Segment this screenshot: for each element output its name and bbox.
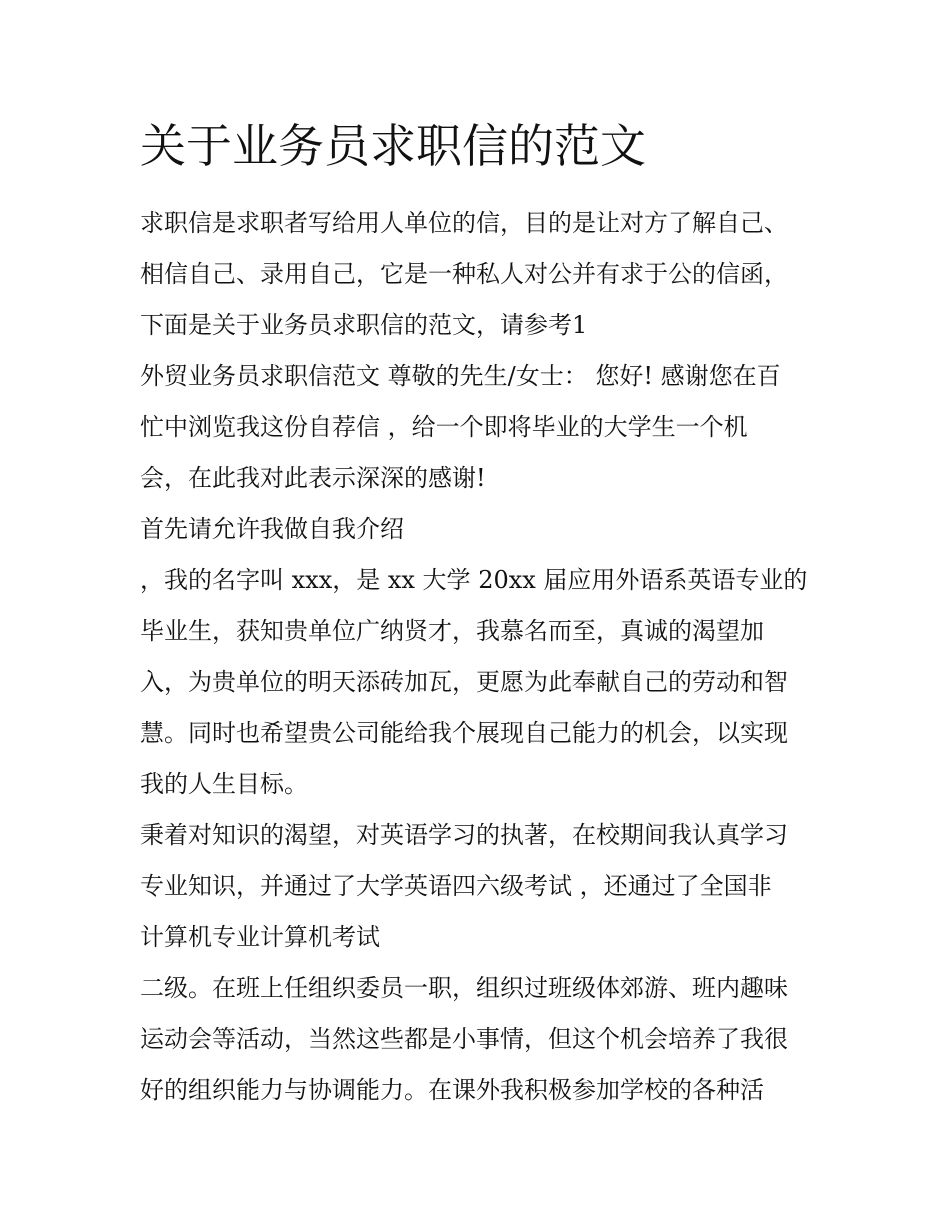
paragraph-line: 计算机专业计算机考试 [140, 923, 380, 951]
paragraph-line: 我的人生目标。 [140, 770, 308, 798]
paragraph-line: 专业知识，并通过了大学英语四六级考试 ，还通过了全国非 [140, 872, 772, 900]
paragraph-line: 外贸业务员求职信范文 尊敬的先生/女士： 您好! 感谢您在百 [140, 362, 781, 390]
paragraph-line: 秉着对知识的渴望，对英语学习的执著，在校期间我认真学习 [140, 821, 788, 849]
paragraph-line: 首先请允许我做自我介绍 [140, 515, 404, 543]
paragraph-line: 求职信是求职者写给用人单位的信，目的是让对方了解自己、 [140, 209, 788, 237]
paragraph-line: 入，为贵单位的明天添砖加瓦，更愿为此奉献自己的劳动和智 [140, 668, 788, 696]
document-title: 关于业务员求职信的范文 [140, 119, 646, 173]
paragraph-line: ，我的名字叫 xxx，是 xx 大学 20xx 届应用外语系英语专业的 [140, 566, 808, 594]
paragraph-line: 下面是关于业务员求职信的范文，请参考1 [140, 311, 588, 339]
paragraph-line: 慧。同时也希望贵公司能给我个展现自己能力的机会，以实现 [140, 719, 788, 747]
paragraph-line: 忙中浏览我这份自荐信 ，给一个即将毕业的大学生一个机 [140, 413, 748, 441]
paragraph-line: 相信自己、录用自己，它是一种私人对公并有求于公的信函， [140, 260, 788, 288]
paragraph-line: 好的组织能力与协调能力。在课外我积极参加学校的各种活 [140, 1076, 764, 1104]
paragraph-line: 毕业生，获知贵单位广纳贤才，我慕名而至，真诚的渴望加 [140, 617, 764, 645]
document-body [140, 198, 820, 1116]
paragraph-line: 二级。在班上任组织委员一职，组织过班级体郊游、班内趣味 [140, 974, 788, 1002]
paragraph-line: 会，在此我对此表示深深的感谢! [140, 464, 486, 492]
paragraph-line: 运动会等活动，当然这些都是小事情，但这个机会培养了我很 [140, 1025, 788, 1053]
